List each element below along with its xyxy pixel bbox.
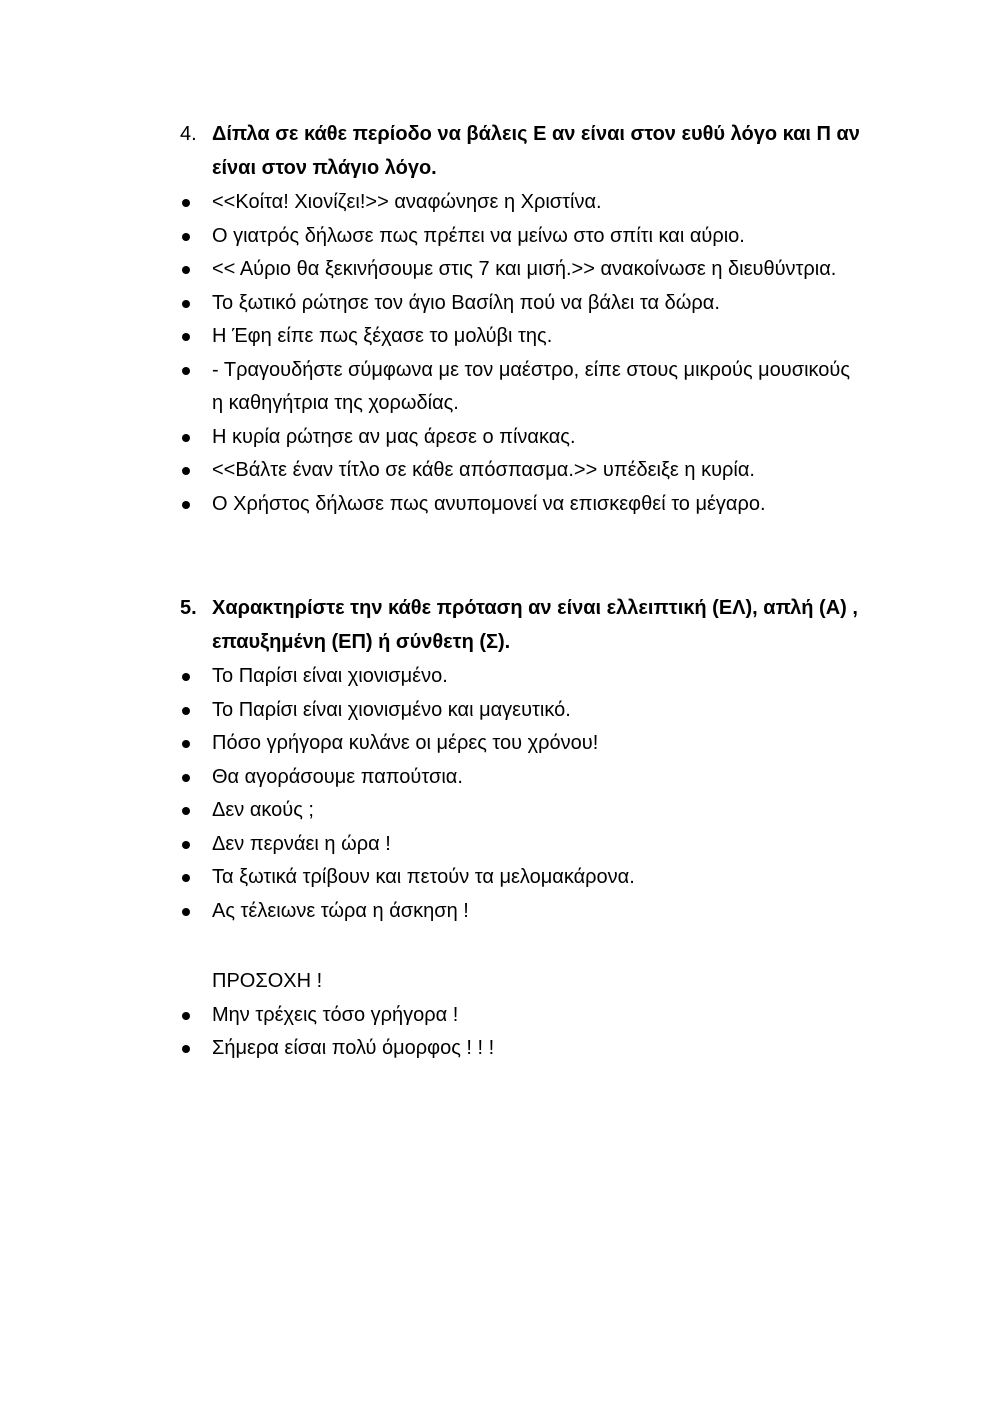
- list-item-text: Το Παρίσι είναι χιονισμένο.: [212, 665, 448, 687]
- bullet-icon: [182, 1045, 190, 1053]
- list-item-text: Η κυρία ρώτησε αν μας άρεσε ο πίνακας.: [212, 425, 576, 448]
- list-item: [180, 186, 860, 220]
- bullet-icon: [182, 501, 190, 509]
- bullet-icon: [182, 367, 190, 375]
- bullet-icon: [182, 199, 190, 207]
- exercise-5-instruction: Χαρακτηρίστε την κάθε πρόταση αν είναι ελλειπτική (ΕΛ), απλή (Α) , επαυξημένη (ΕΠ) ή σύνθετη (Σ).: [212, 597, 858, 653]
- list-item-text: Ας τέλειωνε τώρα η άσκηση !: [212, 899, 469, 922]
- bullet-icon: [182, 467, 190, 475]
- list-item: [180, 488, 860, 522]
- exercise-5: [180, 591, 860, 928]
- exercise-5-heading: [180, 591, 860, 659]
- list-item-text: Τα ξωτικά τρίβουν και πετούν τα μελομακάρονα.: [212, 866, 635, 888]
- list-item-text: Το ξωτικό ρώτησε τον άγιο Βασίλη πού να βάλει τα δώρα.: [212, 291, 720, 314]
- list-item-text: Η Έφη είπε πως ξέχασε το μολύβι της.: [212, 325, 553, 347]
- bullet-icon: [182, 807, 190, 815]
- bullet-icon: [182, 266, 190, 274]
- bullet-icon: [182, 434, 190, 442]
- list-item: [180, 694, 860, 728]
- list-item: [180, 727, 860, 761]
- bullet-icon: [182, 333, 190, 341]
- bullet-icon: [182, 908, 190, 916]
- list-item: [180, 454, 860, 488]
- list-item: [180, 421, 860, 455]
- list-item: [180, 999, 860, 1033]
- list-item: [180, 253, 860, 287]
- list-item: [180, 320, 860, 354]
- exercise-4-number: 4.: [180, 123, 197, 145]
- list-item-text: <<Βάλτε έναν τίτλο σε κάθε απόσπασμα.>> υπέδειξε η κυρία.: [212, 459, 755, 481]
- list-item: [180, 660, 860, 694]
- list-item-text: << Αύριο θα ξεκινήσουμε στις 7 και μισή.>> ανακοίνωσε η διευθύντρια.: [212, 258, 837, 280]
- list-item-text: Δεν περνάει η ώρα !: [212, 832, 391, 855]
- list-item: [180, 828, 860, 862]
- exercise-4-instruction: Δίπλα σε κάθε περίοδο να βάλεις Ε αν είναι στον ευθύ λόγο και Π αν είναι στον πλάγιο λόγο.: [212, 123, 860, 179]
- list-item: [180, 761, 860, 795]
- exercise-4-heading: [180, 117, 860, 185]
- bullet-icon: [182, 740, 190, 748]
- bullet-icon: [182, 300, 190, 308]
- list-item: [180, 1032, 860, 1066]
- bullet-icon: [182, 841, 190, 849]
- exercise-4-list: [180, 186, 860, 521]
- list-item-text: Θα αγοράσουμε παπούτσια.: [212, 765, 463, 788]
- list-item-text: Μην τρέχεις τόσο γρήγορα !: [212, 1003, 459, 1026]
- list-item-text: <<Κοίτα! Χιονίζει!>> αναφώνησε η Χριστίνα.: [212, 191, 602, 213]
- list-item-text: Δεν ακούς ;: [212, 799, 314, 821]
- list-item: [180, 220, 860, 254]
- attention-section: [180, 965, 860, 1066]
- exercise-4: [180, 117, 860, 521]
- attention-label: ΠΡΟΣΟΧΗ !: [212, 970, 323, 992]
- list-item: [180, 861, 860, 895]
- list-item: [180, 287, 860, 321]
- list-item-text: Ο γιατρός δήλωσε πως πρέπει να μείνω στο σπίτι και αύριο.: [212, 224, 745, 247]
- bullet-icon: [182, 707, 190, 715]
- list-item-text: - Τραγουδήστε σύμφωνα με τον μαέστρο, είπε στους μικρούς μουσικούς η καθηγήτρια της χορωδίας.: [212, 358, 850, 414]
- bullet-icon: [182, 774, 190, 782]
- list-item-text: Σήμερα είσαι πολύ όμορφος ! ! !: [212, 1037, 495, 1059]
- bullet-icon: [182, 233, 190, 241]
- list-item-text: Πόσο γρήγορα κυλάνε οι μέρες του χρόνου!: [212, 732, 599, 754]
- attention-list: [180, 999, 860, 1066]
- list-item-text: Το Παρίσι είναι χιονισμένο και μαγευτικό.: [212, 698, 571, 721]
- list-item: [180, 794, 860, 828]
- exercise-5-list: [180, 660, 860, 928]
- exercise-5-number: 5.: [180, 597, 197, 619]
- list-item-text: Ο Χρήστος δήλωσε πως ανυπομονεί να επισκεφθεί το μέγαρο.: [212, 492, 766, 515]
- bullet-icon: [182, 673, 190, 681]
- list-item: [180, 354, 860, 421]
- bullet-icon: [182, 1012, 190, 1020]
- list-item: [180, 895, 860, 929]
- bullet-icon: [182, 874, 190, 882]
